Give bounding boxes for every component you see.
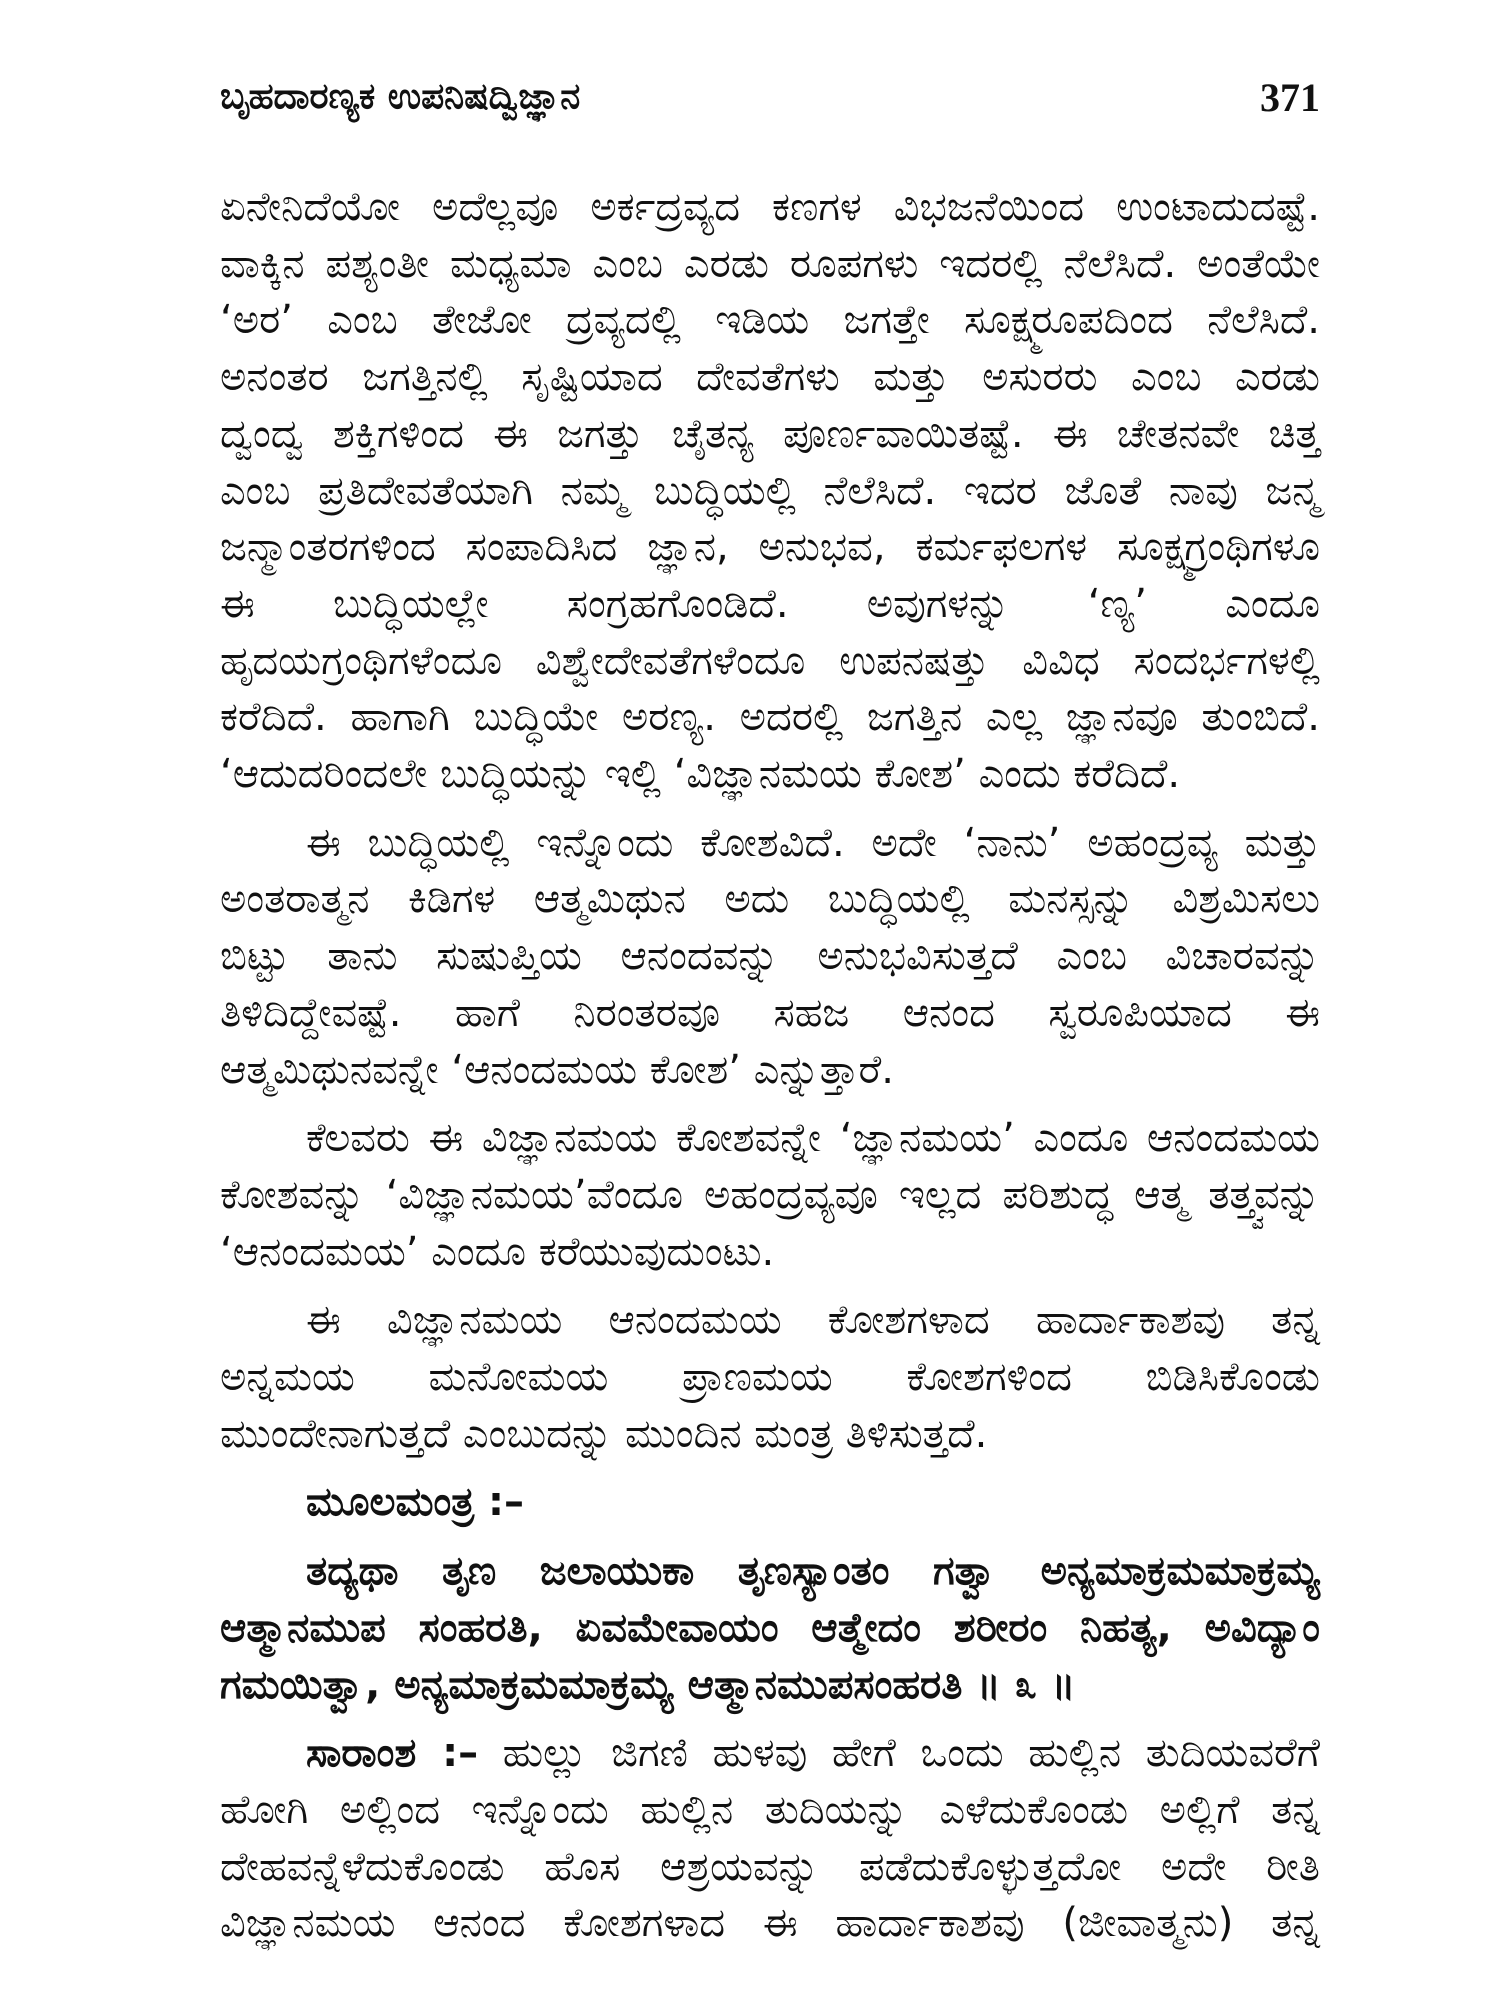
paragraph: [220, 1110, 1320, 1280]
text-line: ‘ಅರ’ ಎಂಬ ತೇಜೋ ದ್ರವ್ಯದಲ್ಲಿ ಇಡಿಯ ಜಗತ್ತೇ ಸೂಕ್ಷ್ಮರೂಪದಿಂದ ನೆಲೆಸಿದೆ.: [220, 297, 1320, 344]
page-body: [220, 179, 1320, 1952]
text-line: ಈ ಬುದ್ಧಿಯಲ್ಲೇ ಸಂಗ್ರಹಗೊಂಡಿದೆ. ಅವುಗಳನ್ನು ‘ಣ್ಯ’ ಎಂದೂ: [220, 580, 1320, 627]
section-heading-block: [220, 1474, 1320, 1531]
text-line: ಈ ವಿಜ್ಞಾನಮಯ ಆನಂದಮಯ ಕೋಶಗಳಾದ ಹಾರ್ದಾಕಾಶವು ತನ್ನ: [306, 1297, 1320, 1344]
verse-line: ಆತ್ಮಾನಮುಪ ಸಂಹರತಿ, ಏವಮೇವಾಯಂ ಆತ್ಮೇದಂ ಶರೀರಂ ನಿಹತ್ಯ, ಅವಿದ್ಯಾಂ: [220, 1604, 1320, 1651]
text-line: ಏನೇನಿದೆಯೋ ಅದೆಲ್ಲವೂ ಅರ್ಕದ್ರವ್ಯದ ಕಣಗಳ ವಿಭಜನೆಯಿಂದ ಉಂಟಾದುದಷ್ಟೆ.: [220, 184, 1320, 230]
text-line: ಕರೆದಿದೆ. ಹಾಗಾಗಿ ಬುದ್ಧಿಯೇ ಅರಣ್ಯ. ಅದರಲ್ಲಿ ಜಗತ್ತಿನ ಎಲ್ಲ ಜ್ಞಾನವೂ ತುಂಬಿದೆ.: [220, 694, 1320, 741]
text-line: ತಿಳಿದಿದ್ದೇವಷ್ಟೆ. ಹಾಗೆ ನಿರಂತರವೂ ಸಹಜ ಆನಂದ ಸ್ವರೂಪಿಯಾದ ಈ: [220, 989, 1320, 1036]
text-line: ಅನ್ನಮಯ ಮನೋಮಯ ಪ್ರಾಣಮಯ ಕೋಶಗಳಿಂದ ಬಿಡಿಸಿಕೊಂಡು: [220, 1354, 1320, 1401]
running-header: [220, 67, 1320, 127]
text-line: ಜನ್ಮಾಂತರಗಳಿಂದ ಸಂಪಾದಿಸಿದ ಜ್ಞಾನ, ಅನುಭವ, ಕರ್ಮಫಲಗಳ ಸೂಕ್ಷ್ಮಗ್ರಂಥಿಗಳೂ: [220, 524, 1320, 571]
text-line: ದ್ವಂದ್ವ ಶಕ್ತಿಗಳಿಂದ ಈ ಜಗತ್ತು ಚೈತನ್ಯ ಪೂರ್ಣವಾಯಿತಷ್ಟೆ. ಈ ಚೇತನವೇ ಚಿತ್ತ: [220, 410, 1320, 457]
text-line: ಬಿಟ್ಟು ತಾನು ಸುಷುಪ್ತಿಯ ಆನಂದವನ್ನು ಅನುಭವಿಸುತ್ತದೆ ಎಂಬ ವಿಚಾರವನ್ನು: [220, 933, 1320, 980]
text-line: ಅನಂತರ ಜಗತ್ತಿನಲ್ಲಿ ಸೃಷ್ಟಿಯಾದ ದೇವತೆಗಳು ಮತ್ತು ಅಸುರರು ಎಂಬ ಎರಡು: [220, 354, 1320, 401]
text-line: ಈ ಬುದ್ಧಿಯಲ್ಲಿ ಇನ್ನೊಂದು ಕೋಶವಿದೆ. ಅದೇ ‘ನಾನು’ ಅಹಂದ್ರವ್ಯ ಮತ್ತು: [306, 819, 1320, 866]
verse-line: ಗಮಯಿತ್ವಾ, ಅನ್ಯಮಾಕ್ರಮಮಾಕ್ರಮ್ಯ ಆತ್ಮಾನಮುಪಸಂಹರತಿ ॥ ೩ ॥: [220, 1661, 1076, 1708]
book-title: ಬೃಹದಾರಣ್ಯಕ ಉಪನಿಷದ್ವಿಜ್ಞಾನ: [220, 76, 581, 117]
paragraph: [220, 1292, 1320, 1462]
text-line: ಹೋಗಿ ಅಲ್ಲಿಂದ ಇನ್ನೊಂದು ಹುಲ್ಲಿನ ತುದಿಯನ್ನು ಎಳೆದುಕೊಂಡು ಅಲ್ಲಿಗೆ ತನ್ನ: [220, 1786, 1320, 1833]
text-line: ಆತ್ಮಮಿಥುನವನ್ನೇ ‘ಆನಂದಮಯ ಕೋಶ’ ಎನ್ನುತ್ತಾರೆ.: [220, 1046, 894, 1093]
section-heading: ಮೂಲಮಂತ್ರ :–: [306, 1479, 525, 1526]
summary-label: ಸಾರಾಂಶ :–: [306, 1730, 479, 1777]
text-line: ವಾಕ್ಕಿನ ಪಶ್ಯಂತೀ ಮಧ್ಯಮಾ ಎಂಬ ಎರಡು ರೂಪಗಳು ಇದರಲ್ಲಿ ನೆಲೆಸಿದೆ. ಅಂತೆಯೇ: [220, 240, 1320, 287]
text-line: ಕೋಶವನ್ನು ‘ವಿಜ್ಞಾನಮಯ’ವೆಂದೂ ಅಹಂದ್ರವ್ಯವೂ ಇಲ್ಲದ ಪರಿಶುದ್ಧ ಆತ್ಮ ತತ್ತ್ವವನ್ನು: [220, 1171, 1320, 1218]
verse-line: ತದ್ಯಥಾ ತೃಣ ಜಲಾಯುಕಾ ತೃಣಸ್ಯಾಂತಂ ಗತ್ವಾ ಅನ್ಯಮಾಕ್ರಮಮಾಕ್ರಮ್ಯ: [306, 1548, 1320, 1595]
paragraph: [220, 179, 1320, 803]
text-line: ‘ಆನಂದಮಯ’ ಎಂದೂ ಕರೆಯುವುದುಂಟು.: [220, 1228, 775, 1275]
mantra-verse: [220, 1543, 1320, 1713]
text-line: ಹೃದಯಗ್ರಂಥಿಗಳೆಂದೂ ವಿಶ್ವೇದೇವತೆಗಳೆಂದೂ ಉಪನಷತ್ತು ವಿವಿಧ ಸಂದರ್ಭಗಳಲ್ಲಿ: [220, 637, 1320, 684]
text-line: ಅಂತರಾತ್ಮನ ಕಿಡಿಗಳ ಆತ್ಮಮಿಥುನ ಅದು ಬುದ್ಧಿಯಲ್ಲಿ ಮನಸ್ಸನ್ನು ವಿಶ್ರಮಿಸಲು: [220, 876, 1320, 923]
text-line: ‘ಆದುದರಿಂದಲೇ ಬುದ್ಧಿಯನ್ನು ಇಲ್ಲಿ ‘ವಿಜ್ಞಾನಮಯ ಕೋಶ’ ಎಂದು ಕರೆದಿದೆ.: [220, 751, 1181, 798]
text-line: ಎಂಬ ಪ್ರತಿದೇವತೆಯಾಗಿ ನಮ್ಮ ಬುದ್ಧಿಯಲ್ಲಿ ನೆಲೆಸಿದೆ. ಇದರ ಜೊತೆ ನಾವು ಜನ್ಮ: [220, 467, 1320, 514]
summary-text: ಹುಲ್ಲು ಜಿಗಣಿ ಹುಳವು ಹೇಗೆ ಒಂದು ಹುಲ್ಲಿನ ತುದಿಯವರೆಗೆ: [502, 1730, 1321, 1777]
paragraph: [220, 815, 1320, 1099]
text-line: ಮುಂದೇನಾಗುತ್ತದೆ ಎಂಬುದನ್ನು ಮುಂದಿನ ಮಂತ್ರ ತಿಳಿಸುತ್ತದೆ.: [220, 1410, 988, 1457]
page-number: 371: [1260, 74, 1320, 120]
text-line: ಕೆಲವರು ಈ ವಿಜ್ಞಾನಮಯ ಕೋಶವನ್ನೇ ‘ಜ್ಞಾನಮಯ’ ಎಂದೂ ಆನಂದಮಯ: [306, 1115, 1320, 1162]
text-line: [220, 1725, 1320, 1782]
summary-paragraph: [220, 1725, 1320, 1952]
text-line: ವಿಜ್ಞಾನಮಯ ಆನಂದ ಕೋಶಗಳಾದ ಈ ಹಾರ್ದಾಕಾಶವು (ಜೀವಾತ್ಮನು) ತನ್ನ: [220, 1900, 1320, 1947]
text-line: ದೇಹವನ್ನೆಳೆದುಕೊಂಡು ಹೊಸ ಆಶ್ರಯವನ್ನು ಪಡೆದುಕೊಳ್ಳುತ್ತದೋ ಅದೇ ರೀತಿ: [220, 1843, 1320, 1890]
